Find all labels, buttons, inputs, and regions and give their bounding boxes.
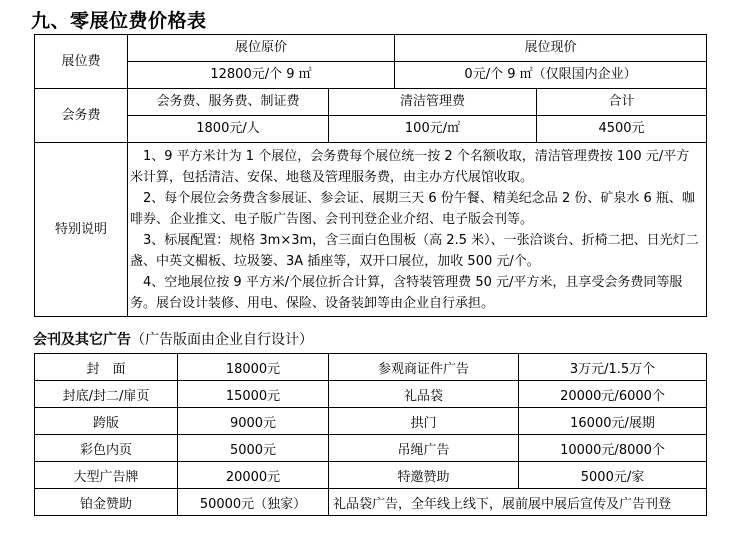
booth-fee-label: 展位费 — [35, 35, 128, 89]
ads-title-note: （广告版面由企业自行设计） — [131, 332, 313, 348]
ad-item-name: 礼品袋 — [329, 381, 519, 408]
booth-now-price: 0元/个 9 ㎡（仅限国内企业） — [395, 62, 707, 89]
ad-item-name: 大型广告牌 — [35, 462, 178, 489]
ad-item-name: 封底/封二/扉页 — [35, 381, 178, 408]
ad-item-name: 封 面 — [35, 354, 178, 381]
booth-orig-header: 展位原价 — [128, 35, 395, 62]
ad-item-name: 跨版 — [35, 408, 178, 435]
ads-table — [34, 353, 707, 516]
table-row — [35, 462, 707, 489]
table-row — [35, 408, 707, 435]
conference-col3-value: 4500元 — [537, 116, 707, 143]
ad-item-price: 50000元（独家） — [178, 489, 329, 516]
conference-fee-label: 会务费 — [35, 89, 128, 143]
conference-col2-value: 100元/㎡ — [329, 116, 537, 143]
ad-item-price: 18000元 — [178, 354, 329, 381]
table-row — [35, 435, 707, 462]
page-title: 九、零展位费价格表 — [31, 10, 207, 32]
ad-item-name: 铂金赞助 — [35, 489, 178, 516]
special-notes — [128, 143, 707, 317]
note-item: 1、9 平方米计为 1 个展位，会务费每个展位统一按 2 个名额收取，清洁管理费按 100 元/平方米计算，包括清洁、安保、地毯及管理服务费，由主办方代展馆收取。 — [130, 149, 690, 185]
conference-col1-value: 1800元/人 — [128, 116, 329, 143]
ad-item-price: 20000元/6000个 — [519, 381, 707, 408]
ad-item-price: 3万元/1.5万个 — [519, 354, 707, 381]
special-notes-label: 特别说明 — [35, 143, 128, 317]
ads-section-title — [33, 329, 313, 349]
conference-col1-header: 会务费、服务费、制证费 — [128, 89, 329, 116]
ad-item-name: 彩色内页 — [35, 435, 178, 462]
ad-item-price: 16000元/展期 — [519, 408, 707, 435]
ad-item-price: 9000元 — [178, 408, 329, 435]
ad-item-name: 特邀赞助 — [329, 462, 519, 489]
table-row — [35, 381, 707, 408]
fee-table — [34, 34, 707, 317]
note-item: 3、标展配置：规格 3m×3m，含三面白色围板（高 2.5 米）、一张洽谈台、折椅二把、日光灯二盏、中英文楣板、垃圾篓、3A 插座等，双开口展位，加收 500 元/个。 — [130, 233, 699, 269]
table-row — [35, 489, 707, 516]
conference-col2-header: 清洁管理费 — [329, 89, 537, 116]
ad-item-price: 10000元/8000个 — [519, 435, 707, 462]
booth-now-header: 展位现价 — [395, 35, 707, 62]
ad-item-name: 吊绳广告 — [329, 435, 519, 462]
note-item: 2、每个展位会务费含参展证、参会证、展期三天 6 份午餐、精美纪念品 2 份、矿泉水 6 瓶、咖啡券、企业推文、电子版广告图、会刊刊登企业介绍、电子版会刊等。 — [130, 191, 695, 227]
booth-orig-price: 12800元/个 9 ㎡ — [128, 62, 395, 89]
ad-item-price: 20000元 — [178, 462, 329, 489]
ad-item-name: 参观商证件广告 — [329, 354, 519, 381]
ad-item-price: 5000元/家 — [519, 462, 707, 489]
note-item: 4、空地展位按 9 平方米/个展位折合计算，含特装管理费 50 元/平方米，且享受会务费同等服务。展台设计装修、用电、保险、设备装卸等由企业自行承担。 — [130, 275, 683, 311]
ad-item-price: 5000元 — [178, 435, 329, 462]
ad-item-name: 拱门 — [329, 408, 519, 435]
table-row — [35, 354, 707, 381]
ads-title-bold: 会刊及其它广告 — [33, 332, 131, 348]
ad-item-price: 15000元 — [178, 381, 329, 408]
ad-item-desc: 礼品袋广告，全年线上线下，展前展中展后宣传及广告刊登 — [329, 489, 707, 516]
conference-col3-header: 合计 — [537, 89, 707, 116]
